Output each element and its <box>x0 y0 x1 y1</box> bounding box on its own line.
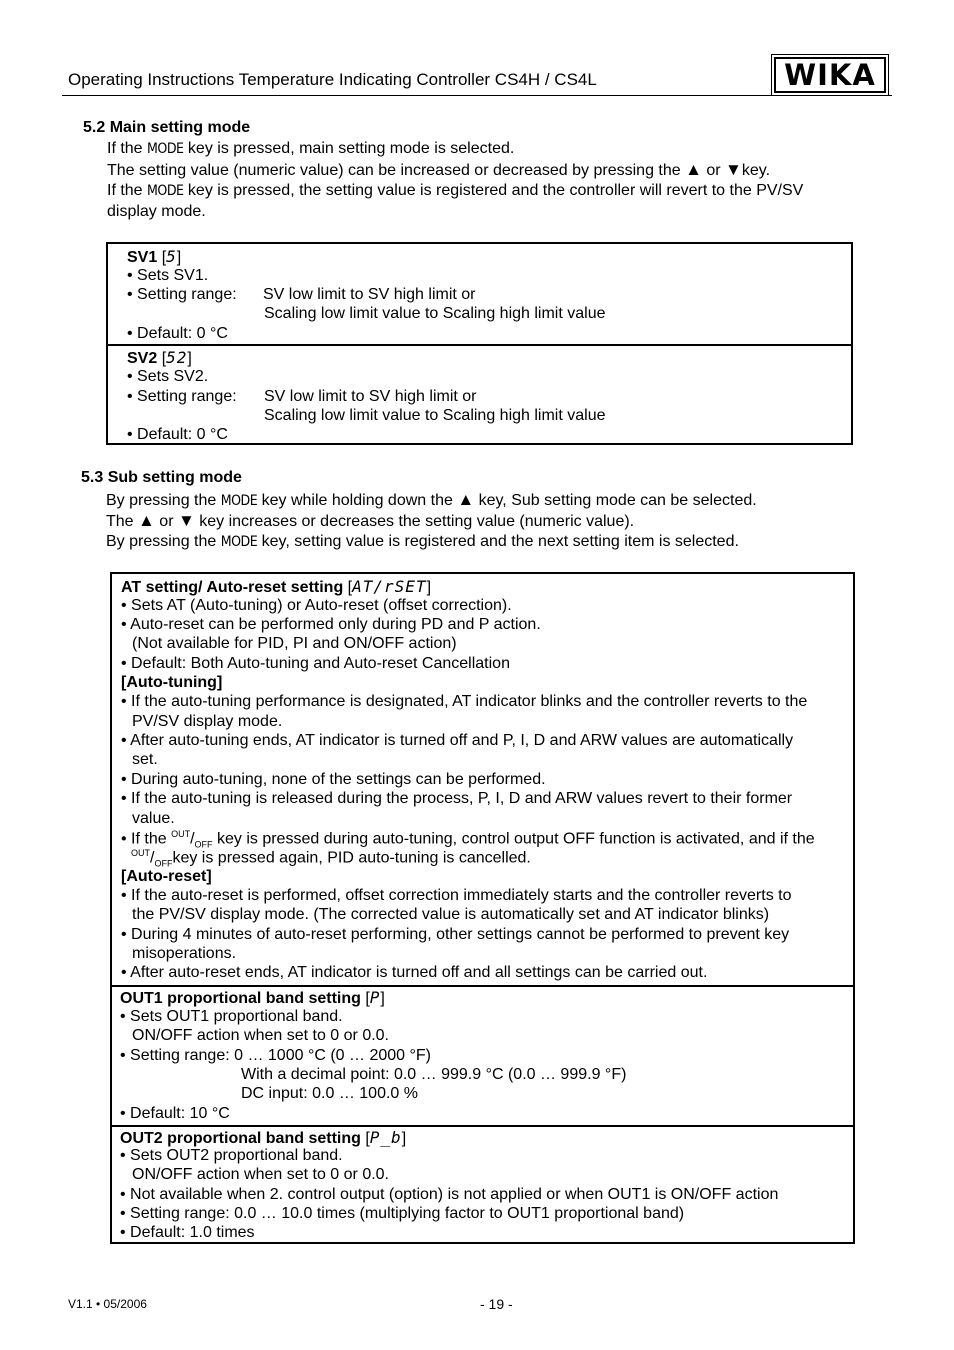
out1-title: OUT1 proportional band setting [P] <box>120 988 385 1007</box>
s53-line-1: By pressing the MODE key while holding down the ▲ key, Sub setting mode can be selected. <box>106 490 757 509</box>
sv1-default: • Default: 0 °C <box>127 325 228 342</box>
header-divider <box>62 95 892 96</box>
autotuning-line: value. <box>132 810 175 827</box>
out-off-key-line: • If the $^{OUT}/_{OFF}$ key is pressed during auto-tuning, control output OFF function is activated, and if the <box>121 829 815 850</box>
sv2-title: SV2 [52] <box>127 348 192 367</box>
sv1-range-label: • Setting range: <box>127 286 237 303</box>
autoreset-line: • During 4 minutes of auto-reset performing, other settings cannot be performed to prevent key <box>121 926 790 943</box>
out1-line: • Setting range: 0 … 1000 °C (0 … 2000 °F) <box>120 1047 431 1064</box>
sv2-range-2: Scaling low limit value to Scaling high limit value <box>264 407 606 424</box>
sv1-segment-code: 5 <box>166 247 177 266</box>
up-arrow-icon: ▲ <box>685 160 702 179</box>
wika-logo: WIKA <box>774 57 886 93</box>
out2-segment-code: P_b <box>369 1128 402 1147</box>
s52-line-4: display mode. <box>107 203 206 220</box>
autoreset-line: • If the auto-reset is performed, offset correction immediately starts and the controller reverts to <box>121 887 792 904</box>
document-title: Operating Instructions Temperature Indicating Controller CS4H / CS4L <box>68 70 597 89</box>
autotuning-line: • If the auto-tuning is released during the process, P, I, D and ARW values revert to their former <box>121 790 793 807</box>
out1-line: ON/OFF action when set to 0 or 0.0. <box>132 1027 389 1044</box>
s53-line-3: By pressing the MODE key, setting value is registered and the next setting item is selected. <box>106 533 739 550</box>
at-setting-cell <box>112 574 853 985</box>
autotuning-line: • During auto-tuning, none of the settings can be performed. <box>121 771 546 788</box>
sv1-range-2: Scaling low limit value to Scaling high limit value <box>264 305 606 322</box>
sv1-sets: • Sets SV1. <box>127 267 209 284</box>
autoreset-line: misoperations. <box>132 945 237 962</box>
sv1-title: SV1 [5] <box>127 247 182 266</box>
out2-line: • Setting range: 0.0 … 10.0 times (multiplying factor to OUT1 proportional band) <box>120 1205 685 1222</box>
s52-line-3: If the MODE key is pressed, the setting value is registered and the controller will revert to the PV/SV <box>107 182 804 199</box>
out2-line: • Sets OUT2 proportional band. <box>120 1147 343 1164</box>
sv2-range-label: • Setting range: <box>127 388 237 405</box>
at-line: • Sets AT (Auto-tuning) or Auto-reset (offset correction). <box>121 597 512 614</box>
sub-settings-table <box>110 572 855 1244</box>
out2-line: ON/OFF action when set to 0 or 0.0. <box>132 1166 389 1183</box>
down-arrow-icon: ▼ <box>725 160 742 179</box>
autoreset-heading: [Auto-reset] <box>121 868 212 885</box>
out2-title: OUT2 proportional band setting [P_b] <box>120 1128 407 1147</box>
sv2-segment-code: 52 <box>166 348 188 367</box>
sv1-cell <box>108 244 851 344</box>
autotuning-line: PV/SV display mode. <box>132 713 283 730</box>
s52-line-1: If the MODE key is pressed, main setting mode is selected. <box>107 140 515 157</box>
sv-settings-table <box>106 242 853 445</box>
sv2-range-1: SV low limit to SV high limit or <box>264 388 477 405</box>
at-line: • Default: Both Auto-tuning and Auto-reset Cancellation <box>121 655 510 672</box>
autotuning-heading: [Auto-tuning] <box>121 674 223 691</box>
out2-setting-cell <box>112 1125 853 1242</box>
at-line: (Not available for PID, PI and ON/OFF action) <box>132 635 457 652</box>
down-arrow-icon: ▼ <box>177 511 195 530</box>
autotuning-line: • If the auto-tuning performance is designated, AT indicator blinks and the controller reverts to the <box>121 693 808 710</box>
out-off-key-line-2: $^{OUT}/_{OFF}key$ is pressed again, PID auto-tuning is cancelled. <box>131 848 531 869</box>
s53-line-2: The ▲ or ▼ key increases or decreases the setting value (numeric value). <box>106 511 635 530</box>
out1-line: DC input: 0.0 … 100.0 % <box>241 1085 418 1102</box>
section-5-2-heading: 5.2 Main setting mode <box>83 119 251 136</box>
autotuning-line: set. <box>132 751 158 768</box>
up-arrow-icon: ▲ <box>138 511 155 530</box>
footer-version: V1.1 • 05/2006 <box>68 1297 147 1311</box>
s52-line-2: The setting value (numeric value) can be increased or decreased by pressing the ▲ or ▼key. <box>107 160 771 179</box>
out2-line: • Default: 1.0 times <box>120 1224 255 1241</box>
autotuning-line: • After auto-tuning ends, AT indicator is turned off and P, I, D and ARW values are automatically <box>121 732 794 749</box>
at-segment-code: AT/rSET <box>352 577 427 596</box>
out1-line: • Default: 10 °C <box>120 1105 230 1122</box>
out1-segment-code: P <box>369 988 381 1007</box>
autoreset-line: • After auto-reset ends, AT indicator is turned off and all settings can be carried out. <box>121 964 708 981</box>
autoreset-line: the PV/SV display mode. (The corrected value is automatically set and AT indicator blinks) <box>132 906 770 923</box>
footer-page-number: - 19 - <box>480 1296 513 1312</box>
sv2-sets: • Sets SV2. <box>127 368 209 385</box>
at-title: AT setting/ Auto-reset setting [AT/rSET] <box>121 577 432 596</box>
at-line: • Auto-reset can be performed only during PD and P action. <box>121 616 541 633</box>
out1-line: With a decimal point: 0.0 … 999.9 °C (0.0 … 999.9 °F) <box>241 1066 627 1083</box>
sv2-cell <box>108 344 851 443</box>
up-arrow-icon: ▲ <box>457 490 475 509</box>
sv2-default: • Default: 0 °C <box>127 426 228 443</box>
out1-setting-cell <box>112 985 853 1125</box>
out1-line: • Sets OUT1 proportional band. <box>120 1008 343 1025</box>
out2-line: • Not available when 2. control output (option) is not applied or when OUT1 is ON/OFF action <box>120 1186 779 1203</box>
sv1-range-1: SV low limit to SV high limit or <box>263 286 476 303</box>
section-5-3-heading: 5.3 Sub setting mode <box>81 469 242 486</box>
